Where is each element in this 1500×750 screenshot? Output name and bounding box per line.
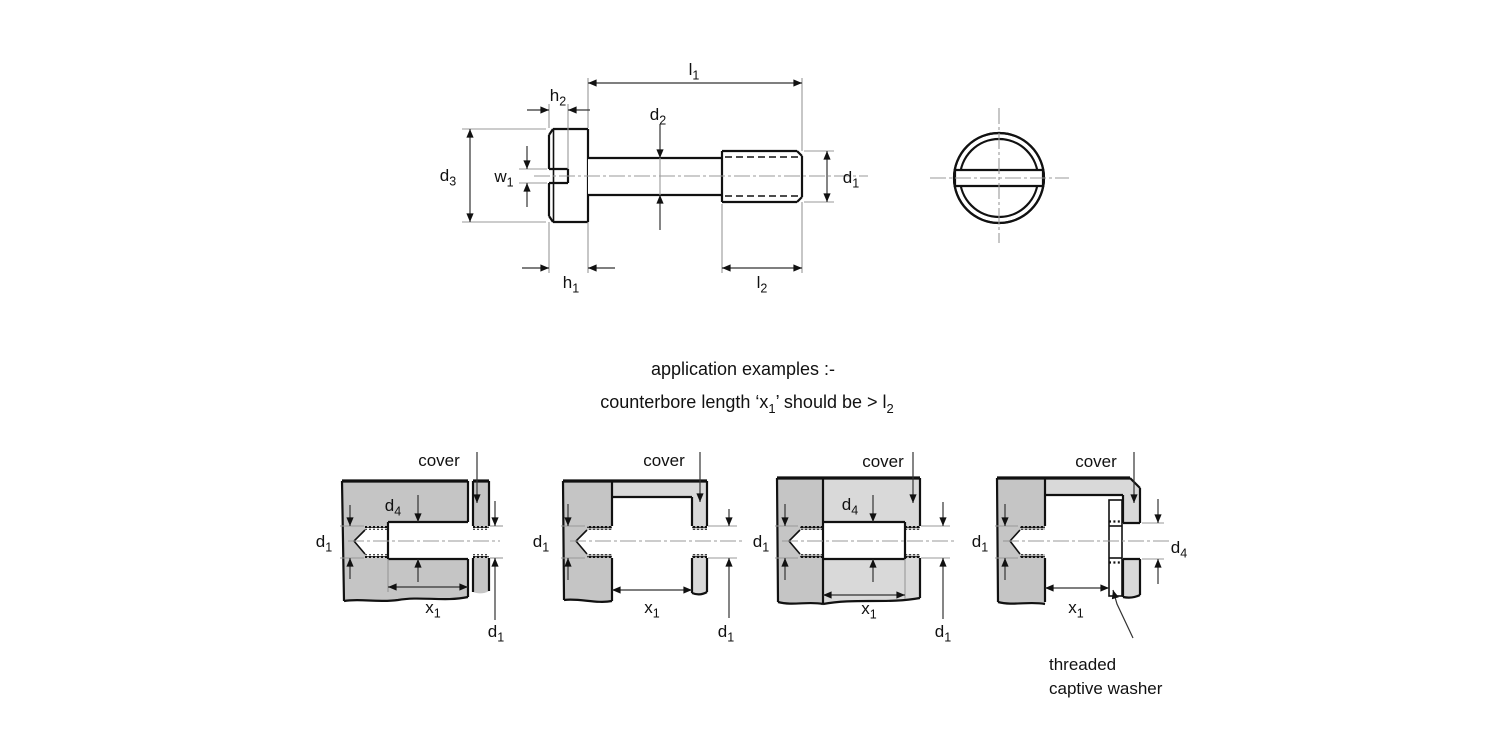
cover-top-bar <box>1045 478 1140 495</box>
cover-leg-upper <box>1123 495 1140 523</box>
washer-caption-line2: captive washer <box>1049 679 1163 698</box>
label-x1: $x_1$ <box>644 598 660 621</box>
label-d1-right: $d_1$ <box>487 622 505 645</box>
dim-label-d1: $d_1$ <box>842 168 860 191</box>
label-d4: $d_4$ <box>841 495 859 518</box>
note-line2: counterbore length ‘$x_1$’ should be > $l_2$ <box>600 392 894 416</box>
application-diagram-1 <box>316 451 504 645</box>
note-line1: application examples :- <box>650 359 836 379</box>
dim-label-d3: $d_3$ <box>439 166 457 189</box>
dim-label-l2: $l_2$ <box>756 273 768 296</box>
application-diagram-3 <box>753 452 955 645</box>
threaded-captive-washer <box>1109 500 1122 596</box>
label-x1: $x_1$ <box>1068 598 1084 621</box>
label-x1: $x_1$ <box>425 598 441 621</box>
label-d1-right: $d_1$ <box>934 622 952 645</box>
application-diagram-4 <box>972 452 1187 698</box>
application-diagram-2 <box>533 451 745 645</box>
screw-side-view <box>440 60 868 296</box>
dim-label-h2: $h_2$ <box>549 86 567 109</box>
cover-label: cover <box>418 451 460 470</box>
washer-caption-line1: threaded <box>1049 655 1117 674</box>
label-d4: $d_4$ <box>384 496 402 519</box>
cover-label: cover <box>1075 452 1117 471</box>
label-d4-right: $d_4$ <box>1170 538 1188 561</box>
label-d1-left: $d_1$ <box>971 532 989 555</box>
cover-label: cover <box>643 451 685 470</box>
cover-top-bar <box>612 481 707 497</box>
dim-label-d2: $d_2$ <box>649 105 667 128</box>
label-d1-left: $d_1$ <box>315 532 333 555</box>
label-d1-left: $d_1$ <box>752 532 770 555</box>
dim-label-w1: $w_1$ <box>494 167 514 190</box>
label-d1-right: $d_1$ <box>717 622 735 645</box>
cover-leg-lower <box>1123 559 1140 598</box>
screw-end-view <box>930 108 1069 243</box>
cover-label: cover <box>862 452 904 471</box>
label-x1: $x_1$ <box>861 599 877 622</box>
dim-label-l1: $l_1$ <box>688 60 700 83</box>
dim-label-h1: $h_1$ <box>562 273 580 296</box>
label-d1-left: $d_1$ <box>532 532 550 555</box>
